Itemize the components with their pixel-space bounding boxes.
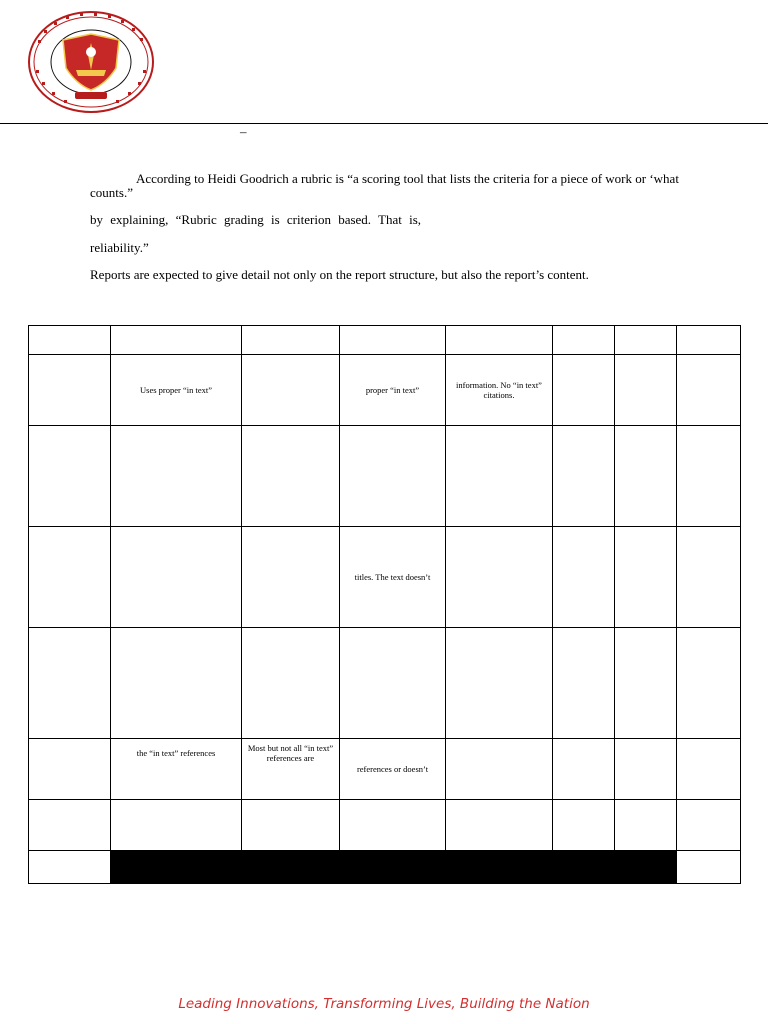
table-cell [340,426,446,527]
table-cell: references or doesn’t [340,739,446,800]
table-cell [29,628,111,739]
table-cell [677,739,741,800]
table-cell [111,326,242,355]
table-cell [553,326,615,355]
table-cell [242,326,340,355]
table-cell [111,628,242,739]
table-cell [446,527,553,628]
table-cell [553,355,615,426]
table-cell [29,527,111,628]
table-cell: information. No “in text” citations. [446,355,553,426]
table-row [29,800,741,851]
total-row [29,851,741,884]
table-cell [677,800,741,851]
table-cell [677,628,741,739]
table-cell [553,800,615,851]
table-cell [29,426,111,527]
table-cell: Uses proper “in text” [111,355,242,426]
table-row [29,739,741,800]
table-cell [29,739,111,800]
table-cell [242,355,340,426]
table-cell [446,628,553,739]
table-cell [615,628,677,739]
table-row [29,426,741,527]
table-cell: Most but not all “in text” references are [242,739,340,800]
table-cell [553,527,615,628]
table-cell [111,527,242,628]
table-cell [677,426,741,527]
table-cell [111,426,242,527]
table-row [29,527,741,628]
table-cell [242,628,340,739]
paragraph-2: by explaining, “Rubric grading is criterion based. That is, [90,212,422,227]
table-cell [340,628,446,739]
table-cell: proper “in text” [340,355,446,426]
intro-paragraph [90,172,690,200]
paragraph-4: Reports are expected to give detail not only on the report structure, but also the report’s content. [90,267,589,282]
table-row [29,355,741,426]
university-seal-icon [26,10,156,114]
table-cell [615,739,677,800]
table-cell [615,355,677,426]
table-row [29,326,741,355]
header-dash: – [240,124,247,139]
table-cell [340,800,446,851]
footer-tagline: Leading Innovations, Transforming Lives, Building the Nation [178,996,590,1012]
table-cell [446,426,553,527]
table-cell [615,326,677,355]
table-cell [615,800,677,851]
table-row [29,628,741,739]
table-cell [29,326,111,355]
table-cell [615,527,677,628]
table-cell [111,800,242,851]
total-score-cell [677,851,741,884]
table-cell [242,426,340,527]
table-cell [446,326,553,355]
table-cell [446,739,553,800]
rubric-table [28,325,741,884]
header-rule [0,123,768,124]
table-cell: the “in text” references [111,739,242,800]
table-cell [615,426,677,527]
intro-text: According to Heidi Goodrich a rubric is “a scoring tool that lists the criteria for a piece of work or ‘what counts.” [90,171,679,200]
total-label-cell [29,851,111,884]
table-cell [553,628,615,739]
redacted-cell [111,851,242,884]
table-cell [29,800,111,851]
paragraph-3: reliability.” [90,240,149,255]
table-cell [242,800,340,851]
table-cell [242,527,340,628]
table-cell [553,739,615,800]
table-cell [340,326,446,355]
table-cell [553,426,615,527]
table-cell [29,355,111,426]
redacted-cell [242,851,677,884]
table-cell: titles. The text doesn’t [340,527,446,628]
table-cell [446,800,553,851]
table-cell [677,355,741,426]
table-cell [677,527,741,628]
table-cell [677,326,741,355]
